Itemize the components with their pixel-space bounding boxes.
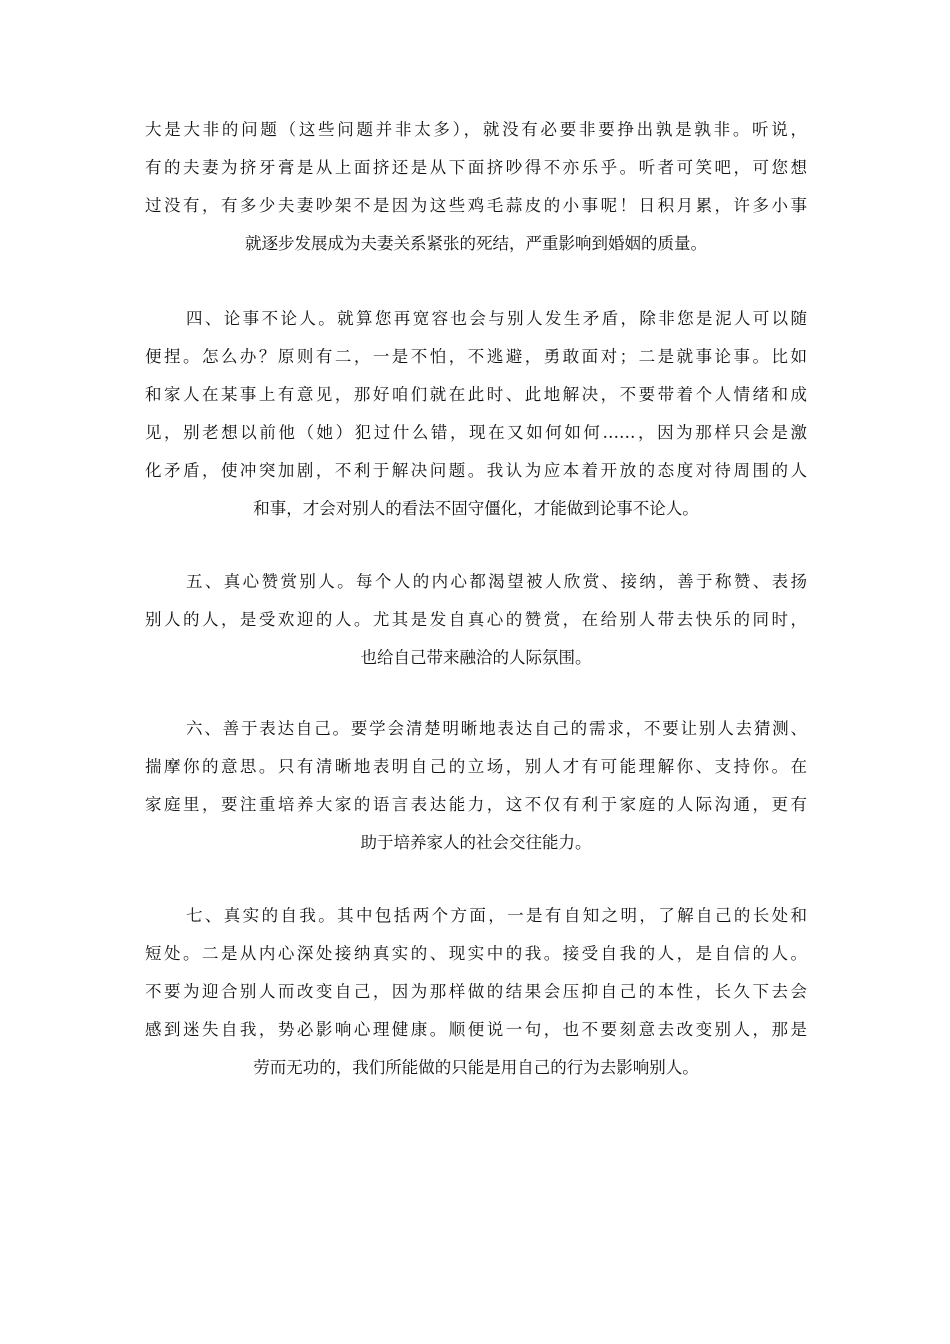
text-line: 和家人在某事上有意见，那好咱们就在此时、此地解决，不要带着个人情绪和成 — [145, 385, 807, 404]
text-line: 就逐步发展成为夫妻关系紧张的死结，严重影响到婚姻的质量。 — [245, 234, 707, 253]
text-line: 和事，才会对别人的看法不固守僵化，才能做到论事不论人。 — [253, 499, 699, 518]
text-line: 也给自己带来融洽的人际氛围。 — [360, 648, 592, 667]
text-line: 有的夫妻为挤牙膏是从上面挤还是从下面挤吵得不亦乐乎。听者可笑吧，可您想 — [145, 158, 807, 177]
text-line: 感到迷失自我，势必影响心理健康。顺便说一句，也不要刻意去改变别人，那是 — [145, 1020, 807, 1039]
text-line: 揣摩你的意思。只有清晰地表明自己的立场，别人才有可能理解你、支持你。在 — [145, 757, 807, 776]
text-line: 助于培养家人的社会交往能力。 — [360, 833, 592, 852]
paragraph-7 — [145, 897, 807, 1087]
text-line: 短处。二是从内心深处接纳真实的、现实中的我。接受自我的人，是自信的人。 — [145, 944, 807, 963]
text-line: 化矛盾，使冲突加剧，不利于解决问题。我认为应本着开放的态度对待周围的人 — [145, 461, 807, 480]
text-line: 见，别老想以前他（她）犯过什么错，现在又如何如何……，因为那样只会是激 — [145, 423, 807, 442]
text-line: 七、真实的自我。其中包括两个方面，一是有自知之明，了解自己的长处和 — [186, 906, 807, 925]
text-line: 不要为迎合别人而改变自己，因为那样做的结果会压抑自己的本性，长久下去会 — [145, 982, 807, 1001]
text-line: 四、论事不论人。就算您再宽容也会与别人发生矛盾，除非您是泥人可以随 — [186, 309, 807, 328]
text-line: 便捏。怎么办？原则有二，一是不怕，不逃避，勇敢面对；二是就事论事。比如 — [145, 347, 807, 366]
text-line: 别人的人，是受欢迎的人。尤其是发自真心的赞赏，在给别人带去快乐的同时， — [145, 610, 807, 629]
text-line: 家庭里，要注重培养大家的语言表达能力，这不仅有利于家庭的人际沟通，更有 — [145, 795, 807, 814]
paragraph-5 — [145, 563, 807, 677]
text-line: 过没有，有多少夫妻吵架不是因为这些鸡毛蒜皮的小事呢！日积月累，许多小事 — [145, 196, 807, 215]
paragraph-3-continuation — [145, 111, 807, 263]
text-line: 大是大非的问题（这些问题并非太多），就没有必要非要挣出孰是孰非。听说， — [145, 120, 807, 139]
text-line: 劳而无功的，我们所能做的只能是用自己的行为去影响别人。 — [253, 1058, 699, 1077]
text-line: 五、真心赞赏别人。每个人的内心都渴望被人欣赏、接纳，善于称赞、表扬 — [186, 572, 807, 591]
text-line: 六、善于表达自己。要学会清楚明晰地表达自己的需求，不要让别人去猜测、 — [186, 719, 807, 738]
paragraph-4 — [145, 300, 807, 528]
paragraph-6 — [145, 710, 807, 862]
